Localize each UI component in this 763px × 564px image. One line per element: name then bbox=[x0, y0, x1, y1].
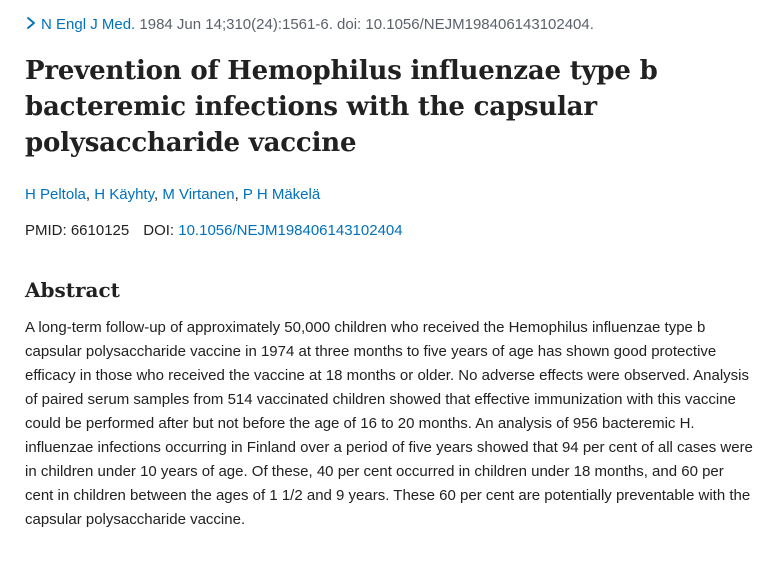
abstract-text: A long-term follow-up of approximately 50,000 children who received the Hemophilus influenzae type b capsular polysaccharide vaccine in 1974 at three months to five years of age has shown good protective efficacy in those who received the vaccine at 18 months or older. No adverse effects were observed. Analysis of paired serum samples from 514 vaccinated children showed that effective immunization with this vaccine could be performed after but not before the age of 16 to 20 months. An analysis of 956 bacteremic H. influenzae infections occurring in Finland over a period of five years showed that 94 per cent of all cases were in children under 10 years of age. Of these, 40 per cent occurred in children under 18 months, and 60 per cent in children between the ages of 1 1/2 and 9 years. These 60 per cent are potentially preventable with the capsular polysaccharide vaccine. bbox=[25, 319, 753, 528]
journal-link[interactable]: N Engl J Med. bbox=[41, 16, 136, 33]
citation-details: 1984 Jun 14;310(24):1561-6. doi: 10.1056/NEJM198406143102404. bbox=[135, 16, 594, 33]
article-title: Prevention of Hemophilus influenzae type b bacteremic infections with the capsular polysaccharide vaccine bbox=[25, 56, 658, 158]
abstract-heading: Abstract bbox=[25, 278, 120, 302]
pmid: PMID: 6610125 bbox=[25, 222, 130, 239]
author-link-virtanen[interactable]: M Virtanen bbox=[162, 186, 235, 203]
doi-link[interactable]: 10.1056/NEJM198406143102404 bbox=[178, 222, 403, 239]
author-link-kayhty[interactable]: H Käyhty bbox=[94, 186, 154, 203]
author-separator: , bbox=[153, 186, 163, 203]
author-link-peltola[interactable]: H Peltola bbox=[25, 186, 86, 203]
author-separator: , bbox=[234, 186, 243, 203]
chevron-right-icon[interactable] bbox=[25, 16, 37, 30]
doi-label: DOI: bbox=[143, 222, 179, 239]
author-link-makela[interactable]: P H Mäkelä bbox=[242, 186, 321, 203]
author-separator: , bbox=[85, 186, 95, 203]
author-list bbox=[25, 185, 320, 205]
citation-line bbox=[25, 15, 594, 35]
identifiers bbox=[25, 221, 403, 241]
